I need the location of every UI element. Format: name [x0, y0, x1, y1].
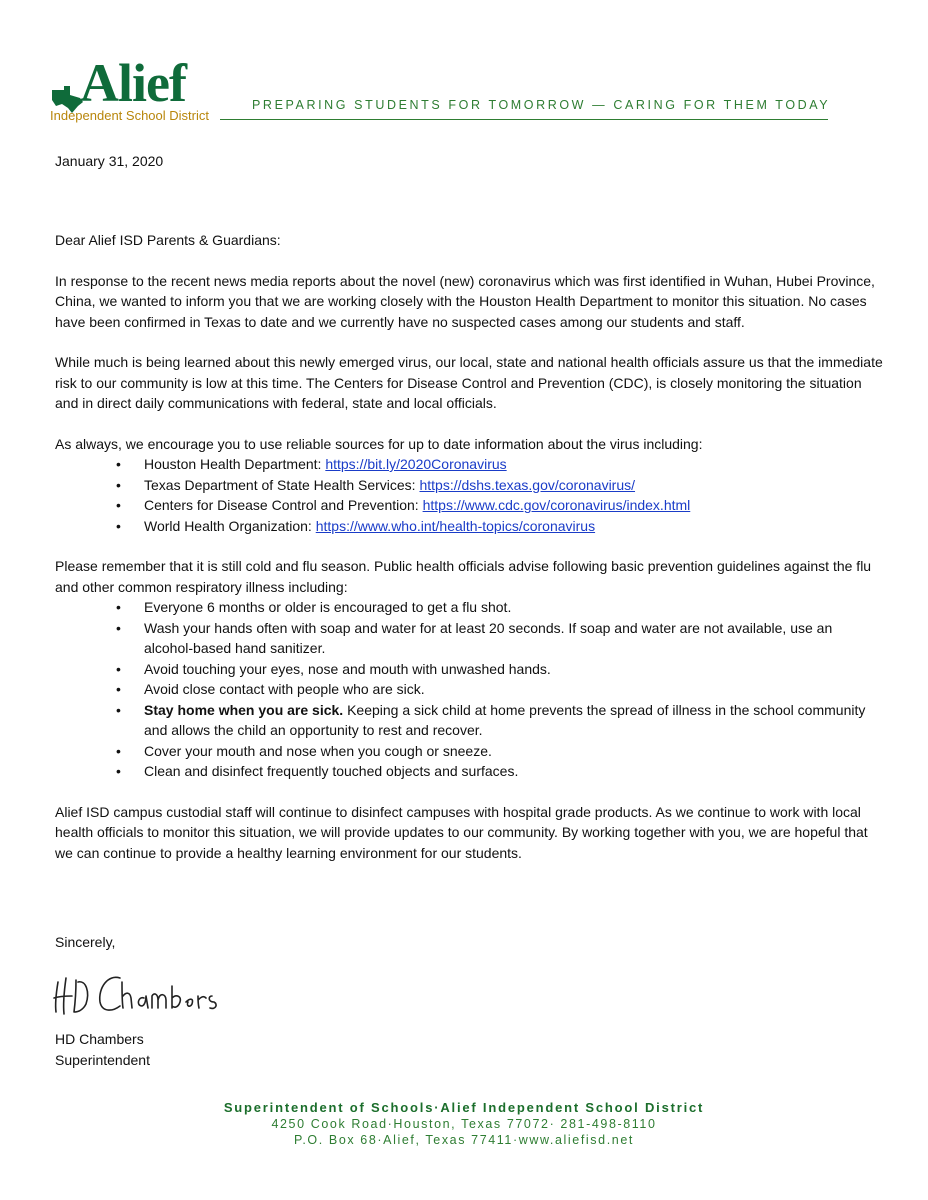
closing-paragraph: Alief ISD campus custodial staff will continue to disinfect campuses with hospital grade products. As we continue to work with local health officials to monitor this situation, we will provide updates to our community. By working together with you, we are hopeful that we can continue to provide a healthy learning environment for our students. [55, 803, 868, 861]
tip-text: Everyone 6 months or older is encouraged to get a flu shot. [144, 599, 512, 615]
footer-line-3: P.O. Box 68·Alief, Texas 77411·www.aliefisd.net [294, 1133, 634, 1147]
list-item [144, 761, 885, 782]
signer-block [55, 1029, 150, 1070]
letter-footer [0, 1100, 928, 1148]
list-item [144, 700, 885, 741]
letterhead-divider [220, 119, 828, 120]
tip-text: Wash your hands often with soap and water for at least 20 seconds. If soap and water are not available, use an alcohol-based hand sanitizer. [144, 619, 833, 656]
letterhead-tagline: PREPARING STUDENTS FOR TOMORROW — CARING FOR THEM TODAY [252, 98, 831, 112]
source-label: Texas Department of State Health Services: [144, 476, 420, 493]
list-item [144, 454, 885, 475]
tip-text: Clean and disinfect frequently touched objects and surfaces. [144, 763, 519, 779]
source-link[interactable]: https://bit.ly/2020Coronavirus [325, 456, 507, 472]
flu-intro: Please remember that it is still cold and flu season. Public health officials advise following basic prevention guidelines against the flu and other common respiratory illness including: [55, 558, 872, 595]
prevention-list [55, 597, 885, 782]
signer-title: Superintendent [55, 1051, 150, 1068]
handwritten-signature [52, 968, 222, 1018]
tip-text: Avoid touching your eyes, nose and mouth with unwashed hands. [144, 660, 551, 677]
source-label: World Health Organization: [144, 517, 316, 534]
paragraph-risk: While much is being learned about this newly emerged virus, our local, state and national health officials assure us that the immediate risk to our community is low at this time. The Centers for Disease Control and Prevention (CDC), is closely monitoring the situation and in direct daily communications with federal, state and local officials. [55, 354, 883, 411]
salutation: Dear Alief ISD Parents & Guardians: [55, 232, 281, 248]
logo-subtitle: Independent School District [50, 108, 209, 123]
district-logo [50, 53, 215, 126]
list-item [144, 597, 885, 618]
letter-body [55, 230, 885, 883]
list-item [144, 679, 885, 700]
sources-list [55, 454, 885, 536]
signer-name: HD Chambers [55, 1031, 144, 1047]
source-link[interactable]: https://dshs.texas.gov/coronavirus/ [419, 476, 636, 493]
source-label: Houston Health Department: [144, 456, 326, 472]
signoff: Sincerely, [55, 934, 116, 950]
tip-text: Cover your mouth and nose when you cough or sneeze. [144, 742, 492, 759]
letter-date: January 31, 2020 [55, 153, 164, 169]
footer-line-1: Superintendent of Schools·Alief Independent School District [223, 1100, 705, 1115]
list-item [144, 516, 885, 537]
sources-intro: As always, we encourage you to use reliable sources for up to date information about the virus including: [55, 435, 703, 452]
footer-line-2: 4250 Cook Road·Houston, Texas 77072· 281-498-8110 [271, 1117, 657, 1131]
source-label: Centers for Disease Control and Prevention: [144, 497, 423, 513]
source-link[interactable]: https://www.cdc.gov/coronavirus/index.html [422, 497, 691, 513]
tip-text: Keeping a sick child at home prevents the spread of illness in the school community and allows the child an opportunity to rest and recover. [144, 701, 866, 738]
list-item [144, 659, 885, 680]
logo-wordmark: Alief [80, 53, 186, 113]
tip-text: Avoid close contact with people who are sick. [144, 681, 425, 697]
list-item [144, 618, 885, 659]
tip-emphasis: Stay home when you are sick. [144, 701, 344, 718]
list-item [144, 475, 885, 496]
list-item [144, 495, 885, 516]
paragraph-intro: In response to the recent news media reports about the novel (new) coronavirus which was first identified in Wuhan, Hubei Province, China, we wanted to inform you that we are working closely with the Houston Health Department to monitor this situation. No cases have been confirmed in Texas to date and we currently have no suspected cases among our students and staff. [55, 272, 875, 330]
list-item [144, 741, 885, 762]
source-link[interactable]: https://www.who.int/health-topics/coronavirus [315, 517, 596, 534]
